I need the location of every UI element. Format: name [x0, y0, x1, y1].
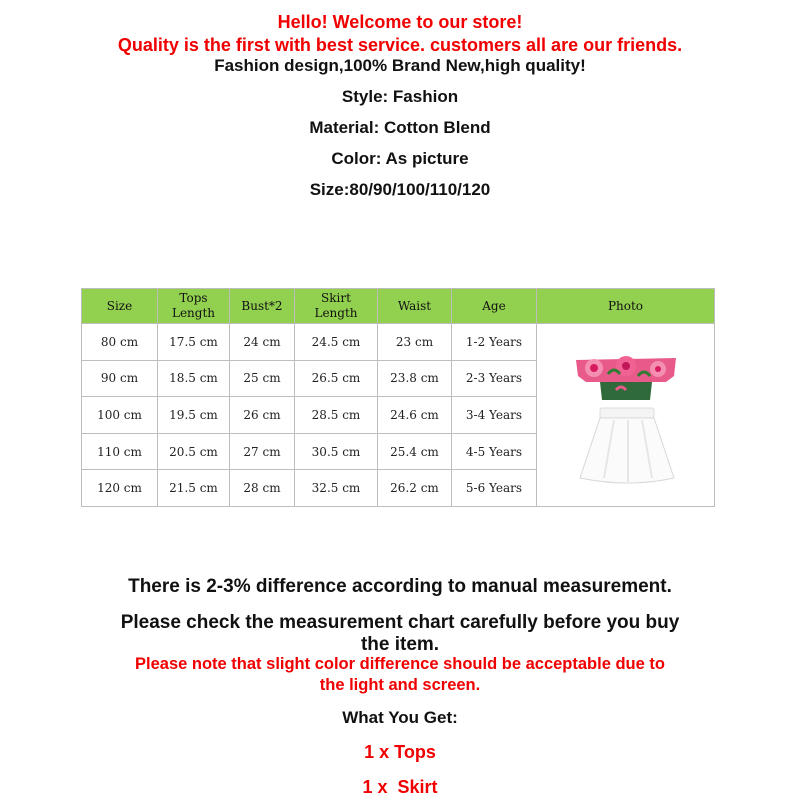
cell-skirt-length: 32.5 cm	[295, 470, 378, 507]
cell-bust: 25 cm	[230, 360, 295, 397]
table-header-row	[82, 289, 715, 324]
cell-waist: 24.6 cm	[378, 397, 452, 434]
product-photo-cell	[537, 324, 715, 507]
check-chart-text-line1: Please check the measurement chart carefully before you buy	[120, 612, 680, 633]
cell-size: 110 cm	[82, 433, 158, 470]
cell-waist: 23.8 cm	[378, 360, 452, 397]
cell-age: 4-5 Years	[452, 433, 537, 470]
check-chart-text-line2: the item.	[360, 634, 440, 655]
product-photo	[566, 338, 686, 488]
column-header-waist: Waist	[378, 289, 452, 324]
cell-waist: 26.2 cm	[378, 470, 452, 507]
table-row	[82, 324, 715, 361]
cell-tops-length: 21.5 cm	[158, 470, 230, 507]
cell-skirt-length: 28.5 cm	[295, 397, 378, 434]
package-item-tops: 1 x Tops	[364, 742, 436, 762]
cell-skirt-length: 26.5 cm	[295, 360, 378, 397]
cell-size: 80 cm	[82, 324, 158, 361]
column-header-skirt-length: Skirt Length	[295, 289, 378, 324]
cell-size: 120 cm	[82, 470, 158, 507]
cell-size: 90 cm	[82, 360, 158, 397]
what-you-get-title: What You Get:	[342, 708, 458, 727]
cell-tops-length: 17.5 cm	[158, 324, 230, 361]
color-note-text-line1: Please note that slight color difference should be acceptable due to	[135, 655, 665, 673]
cell-bust: 26 cm	[230, 397, 295, 434]
cell-size: 100 cm	[82, 397, 158, 434]
welcome-text: Hello! Welcome to our store!	[277, 12, 523, 32]
cell-age: 1-2 Years	[452, 324, 537, 361]
material-text: Material: Cotton Blend	[309, 118, 491, 137]
cell-skirt-length: 30.5 cm	[295, 433, 378, 470]
cell-tops-length: 18.5 cm	[158, 360, 230, 397]
quality-text: Quality is the first with best service. customers all are our friends.	[117, 35, 683, 55]
cell-age: 5-6 Years	[452, 470, 537, 507]
cell-age: 3-4 Years	[452, 397, 537, 434]
cell-bust: 28 cm	[230, 470, 295, 507]
column-header-size: Size	[82, 289, 158, 324]
white-skirt-image	[600, 408, 654, 418]
size-text: Size:80/90/100/110/120	[309, 180, 491, 199]
size-chart-table	[81, 288, 715, 507]
style-text: Style: Fashion	[341, 87, 459, 106]
cell-bust: 24 cm	[230, 324, 295, 361]
cell-tops-length: 19.5 cm	[158, 397, 230, 434]
column-header-tops-length: Tops Length	[158, 289, 230, 324]
measurement-difference-text: There is 2-3% difference according to manual measurement.	[128, 576, 672, 597]
cell-skirt-length: 24.5 cm	[295, 324, 378, 361]
cell-bust: 27 cm	[230, 433, 295, 470]
cell-age: 2-3 Years	[452, 360, 537, 397]
package-item-skirt: 1 x Skirt	[362, 777, 438, 797]
column-header-bust: Bust*2	[230, 289, 295, 324]
cell-waist: 25.4 cm	[378, 433, 452, 470]
column-header-age: Age	[452, 289, 537, 324]
column-header-photo: Photo	[537, 289, 715, 324]
color-text: Color: As picture	[331, 149, 469, 168]
color-note-text-line2: the light and screen.	[319, 676, 481, 694]
cell-waist: 23 cm	[378, 324, 452, 361]
cell-tops-length: 20.5 cm	[158, 433, 230, 470]
fashion-text: Fashion design,100% Brand New,high quality!	[214, 56, 586, 75]
